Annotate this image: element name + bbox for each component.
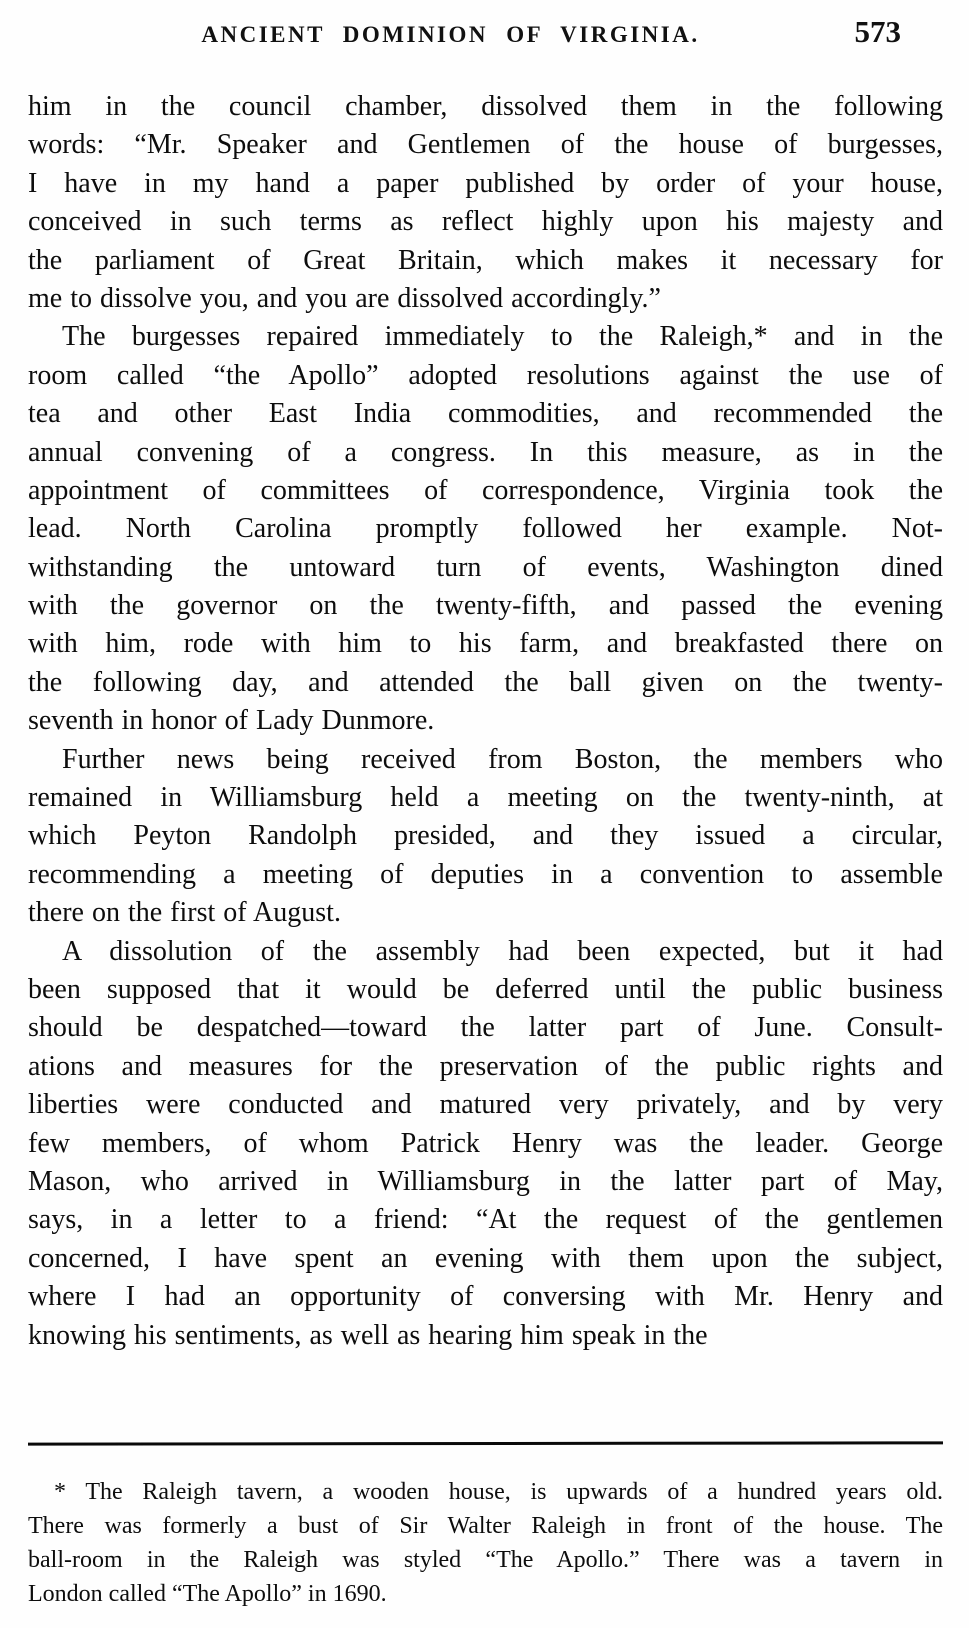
body-line: with him, rode with him to his farm, and breakfasted there on bbox=[28, 628, 943, 660]
paragraph bbox=[28, 318, 943, 740]
body-line: which Peyton Randolph presided, and they issued a circular, bbox=[28, 820, 943, 852]
page-header bbox=[28, 14, 943, 60]
body-line: A dissolution of the assembly had been expected, but it had bbox=[62, 935, 943, 967]
body-line: Further news being received from Boston, the members who bbox=[62, 743, 943, 775]
body-line: conceived in such terms as reflect highly upon his majesty and bbox=[28, 206, 943, 238]
body-line: there on the first of August. bbox=[28, 897, 341, 929]
footnote-line: London called “The Apollo” in 1690. bbox=[28, 1580, 387, 1607]
body-line: appointment of committees of correspondence, Virginia took the bbox=[28, 474, 943, 506]
body-line: the parliament of Great Britain, which makes it necessary for bbox=[28, 244, 943, 276]
body-line: been supposed that it would be deferred until the public business bbox=[28, 973, 943, 1005]
body-line: withstanding the untoward turn of events, Washington dined bbox=[28, 551, 943, 583]
footnote-line: There was formerly a bust of Sir Walter Raleigh in front of the house. The bbox=[28, 1512, 943, 1539]
body-line: liberties were conducted and matured very privately, and by very bbox=[28, 1089, 943, 1121]
body-line: me to dissolve you, and you are dissolved accordingly.” bbox=[28, 282, 661, 314]
body-line: where I had an opportunity of conversing with Mr. Henry and bbox=[28, 1281, 943, 1313]
running-head-title: ANCIENT DOMINION OF VIRGINIA. bbox=[201, 22, 700, 47]
body-line: few members, of whom Patrick Henry was the leader. George bbox=[28, 1127, 943, 1159]
body-line: words: “Mr. Speaker and Gentlemen of the house of burgesses, bbox=[28, 129, 943, 161]
footnote-rule bbox=[28, 1441, 943, 1445]
body-line: the following day, and attended the ball given on the twenty- bbox=[28, 666, 943, 698]
body-line: with the governor on the twenty-fifth, and passed the evening bbox=[28, 590, 943, 622]
body-line: ations and measures for the preservation of the public rights and bbox=[28, 1050, 943, 1082]
paragraph bbox=[28, 741, 943, 933]
body-text bbox=[28, 88, 943, 1355]
body-line: remained in Williamsburg held a meeting on the twenty-ninth, at bbox=[28, 782, 943, 814]
body-line: him in the council chamber, dissolved them in the following bbox=[28, 91, 943, 122]
paragraph bbox=[28, 933, 943, 1355]
paragraph bbox=[28, 88, 943, 318]
footnote-line: * The Raleigh tavern, a wooden house, is upwards of a hundred years old. bbox=[54, 1478, 943, 1505]
body-line: room called “the Apollo” adopted resolutions against the use of bbox=[28, 359, 943, 391]
body-line: should be despatched—toward the latter part of June. Consult- bbox=[28, 1012, 943, 1044]
body-line: recommending a meeting of deputies in a convention to assemble bbox=[28, 858, 943, 890]
body-line: concerned, I have spent an evening with them upon the subject, bbox=[28, 1242, 943, 1274]
body-line: annual convening of a congress. In this measure, as in the bbox=[28, 436, 943, 468]
body-line: Mason, who arrived in Williamsburg in the latter part of May, bbox=[28, 1165, 943, 1197]
body-line: tea and other East India commodities, and recommended the bbox=[28, 398, 943, 430]
body-line: I have in my hand a paper published by order of your house, bbox=[28, 167, 943, 199]
footnote-line: ball-room in the Raleigh was styled “The Apollo.” There was a tavern in bbox=[28, 1546, 943, 1573]
body-line: says, in a letter to a friend: “At the request of the gentlemen bbox=[28, 1204, 943, 1236]
body-line: lead. North Carolina promptly followed her example. Not- bbox=[28, 513, 943, 545]
body-line: seventh in honor of Lady Dunmore. bbox=[28, 705, 435, 737]
footnote bbox=[28, 1475, 943, 1611]
page-number: 573 bbox=[854, 14, 901, 49]
body-line: knowing his sentiments, as well as hearing him speak in the bbox=[28, 1319, 708, 1351]
body-line: The burgesses repaired immediately to the Raleigh,* and in the bbox=[62, 321, 943, 353]
